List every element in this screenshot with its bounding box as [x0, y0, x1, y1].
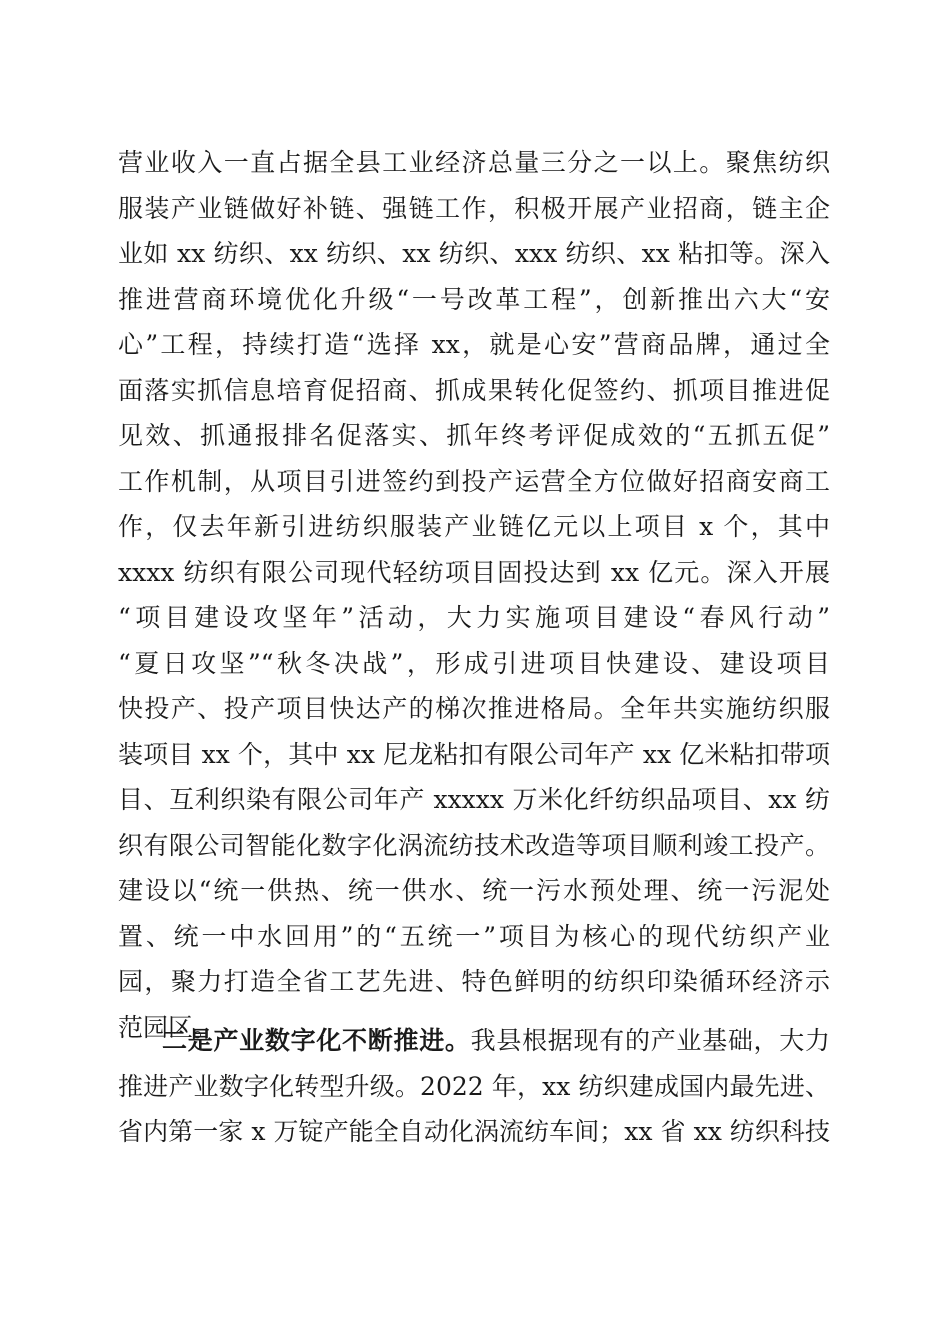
text-line: 心”工程，持续打造“选择 xx，就是心安”营商品牌，通过全: [118, 330, 830, 359]
text-line: 作，仅去年新引进纺织服装产业链亿元以上项目 x 个，其中: [118, 512, 830, 541]
paragraph-digitalization: [118, 1018, 830, 1155]
text-line: xxxx 纺织有限公司现代轻纺项目固投达到 xx 亿元。深入开展: [118, 557, 830, 587]
text-line: 业如 xx 纺织、xx 纺织、xx 纺织、xxx 纺织、xx 粘扣等。深入: [118, 239, 830, 268]
text-line: 见效、抓通报排名促落实、抓年终考评促成效的“五抓五促”: [118, 421, 830, 450]
text-line: 园，聚力打造全省工艺先进、特色鲜明的纺织印染循环经济示: [118, 967, 830, 996]
text-line: 范园区。: [118, 1012, 219, 1042]
section-lead: 二是产业数字化不断推进。: [162, 1026, 471, 1055]
paragraph-investment: [118, 140, 830, 1050]
text-line: 省内第一家 x 万锭产能全自动化涡流纺车间；xx 省 xx 纺织科技: [118, 1117, 830, 1146]
text-line: 快投产、投产项目快达产的梯次推进格局。全年共实施纺织服: [118, 694, 830, 723]
text-line: [118, 1018, 830, 1064]
text-line: 工作机制，从项目引进签约到投产运营全方位做好招商安商工: [118, 466, 830, 496]
lead-rest: 我县根据现有的产业基础，大力: [470, 1026, 830, 1055]
text-line: 置、统一中水回用”的“五统一”项目为核心的现代纺织产业: [118, 921, 830, 951]
text-line: 推进营商环境优化升级“一号改革工程”，创新推出六大“安: [118, 284, 830, 314]
text-line: 装项目 xx 个，其中 xx 尼龙粘扣有限公司年产 xx 亿米粘扣带项: [118, 739, 830, 769]
text-line: 目、互利织染有限公司年产 xxxxx 万米化纤纺织品项目、xx 纺: [118, 785, 830, 814]
text-line: 织有限公司智能化数字化涡流纺技术改造等项目顺利竣工投产。: [118, 830, 830, 860]
text-line: 营业收入一直占据全县工业经济总量三分之一以上。聚焦纺织: [118, 148, 830, 177]
text-line: “夏日攻坚”“秋冬决战”，形成引进项目快建设、建设项目: [118, 648, 830, 678]
text-line: 面落实抓信息培育促招商、抓成果转化促签约、抓项目推进促: [118, 375, 830, 405]
text-line: 建设以“统一供热、统一供水、统一污水预处理、统一污泥处: [118, 876, 830, 905]
text-line: 推进产业数字化转型升级。2022 年，xx 纺织建成国内最先进、: [118, 1071, 830, 1101]
text-line: 服装产业链做好补链、强链工作，积极开展产业招商，链主企: [118, 193, 830, 223]
text-line: “项目建设攻坚年”活动，大力实施项目建设“春风行动”: [118, 603, 830, 632]
